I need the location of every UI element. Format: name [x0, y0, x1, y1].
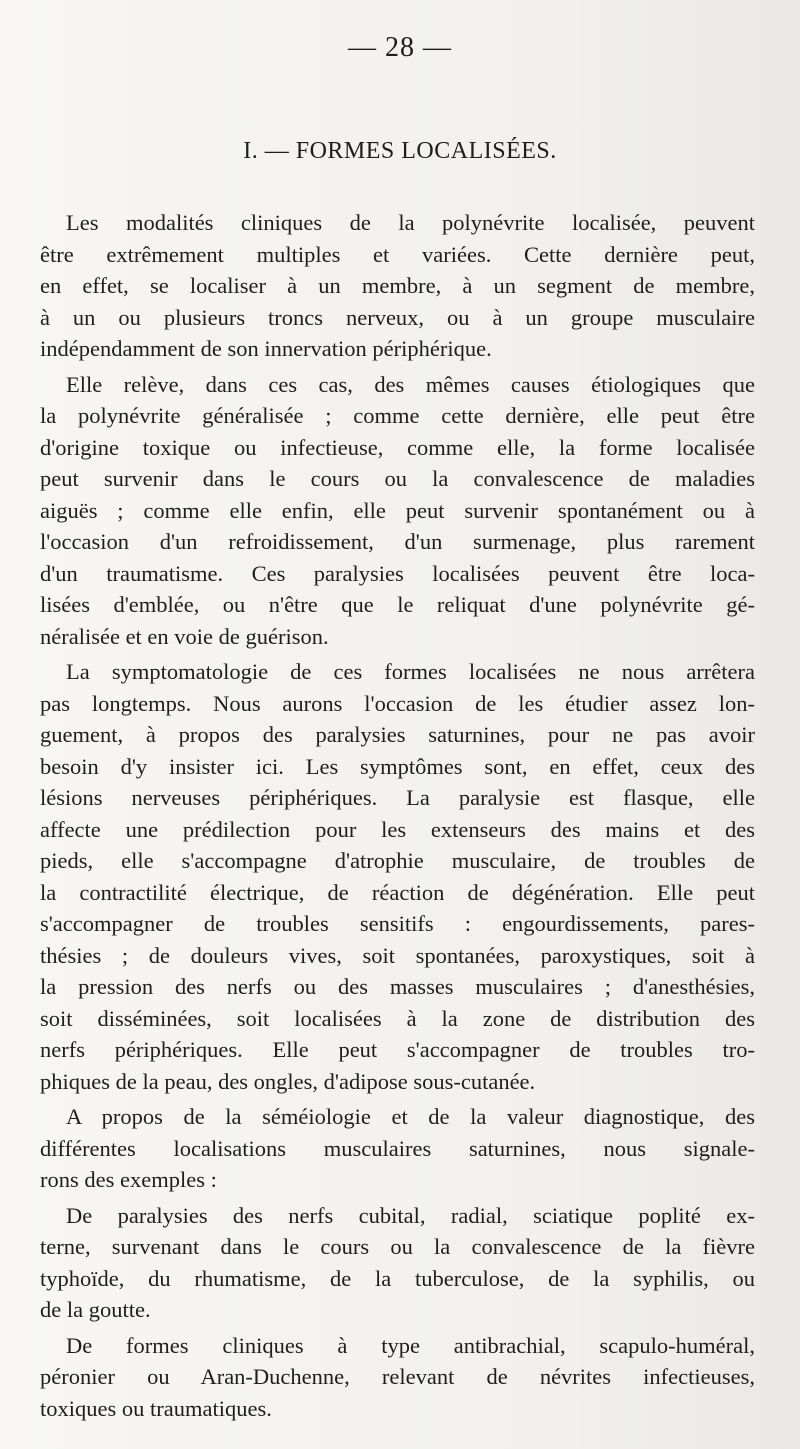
- text-line: s'accompagner de troubles sensitifs : engourdissements, pares-: [40, 911, 755, 936]
- text-line: Elle relève, dans ces cas, des mêmes causes étiologiques que: [66, 371, 755, 397]
- paragraph: [40, 207, 755, 365]
- text-line: en effet, se localiser à un membre, à un segment de membre,: [40, 273, 755, 298]
- paragraph: [40, 1200, 755, 1326]
- text-line: d'un traumatisme. Ces paralysies localisées peuvent être loca-: [40, 560, 755, 586]
- text-line: néralisée et en voie de guérison.: [40, 623, 329, 649]
- text-line: différentes localisations musculaires saturnines, nous signale-: [40, 1135, 755, 1161]
- paragraph: [40, 369, 755, 653]
- text-line: aiguës ; comme elle enfin, elle peut survenir spontanément ou à: [40, 497, 755, 523]
- text-line: typhoïde, du rhumatisme, de la tuberculose, de la syphilis, ou: [40, 1265, 755, 1291]
- text-line: être extrêmement multiples et variées. Cette dernière peut,: [40, 241, 755, 267]
- text-line: de la goutte.: [40, 1297, 151, 1322]
- text-line: toxiques ou traumatiques.: [40, 1395, 272, 1421]
- text-line: phiques de la peau, des ongles, d'adipose sous-cutanée.: [40, 1068, 536, 1094]
- page-number: — 28 —: [348, 32, 452, 63]
- text-line: thésies ; de douleurs vives, soit spontanées, paroxystiques, soit à: [40, 942, 755, 968]
- text-line: pieds, elle s'accompagne d'atrophie musculaire, de troubles de: [40, 848, 755, 873]
- text-line: à un ou plusieurs troncs nerveux, ou à un groupe musculaire: [40, 304, 755, 330]
- paragraph: [40, 1330, 755, 1425]
- text-line: la polynévrite généralisée ; comme cette dernière, elle peut être: [40, 403, 755, 428]
- text-line: terne, survenant dans le cours ou la convalescence de la fièvre: [40, 1234, 755, 1259]
- text-line: la contractilité électrique, de réaction de dégénération. Elle peut: [40, 879, 755, 905]
- text-line: lisées d'emblée, ou n'être que le reliquat d'une polynévrite gé-: [40, 592, 755, 617]
- text-line: peut survenir dans le cours ou la convalescence de maladies: [40, 466, 755, 491]
- text-line: d'origine toxique ou infectieuse, comme elle, la forme localisée: [40, 434, 755, 460]
- text-line: soit disséminées, soit localisées à la zone de distribution des: [40, 1005, 755, 1031]
- text-line: rons des exemples :: [40, 1167, 217, 1192]
- text-line: De paralysies des nerfs cubital, radial, sciatique poplité ex-: [66, 1202, 755, 1228]
- text-line: affecte une prédilection pour les extenseurs des mains et des: [40, 816, 755, 842]
- paragraph: [40, 1101, 755, 1196]
- text-line: guement, à propos des paralysies saturnines, pour ne pas avoir: [40, 722, 755, 747]
- text-line: indépendamment de son innervation périphérique.: [40, 336, 492, 361]
- body-text: [40, 207, 755, 1428]
- text-line: lésions nerveuses périphériques. La paralysie est flasque, elle: [40, 785, 755, 810]
- text-line: besoin d'y insister ici. Les symptômes sont, en effet, ceux des: [40, 753, 755, 779]
- text-line: A propos de la séméiologie et de la valeur diagnostique, des: [66, 1104, 755, 1129]
- text-line: péronier ou Aran-Duchenne, relevant de névrites infectieuses,: [40, 1364, 755, 1389]
- text-line: l'occasion d'un refroidissement, d'un surmenage, plus rarement: [40, 529, 755, 554]
- paragraph: [40, 656, 755, 1097]
- text-line: pas longtemps. Nous aurons l'occasion de les étudier assez lon-: [40, 690, 755, 716]
- text-line: nerfs périphériques. Elle peut s'accompagner de troubles tro-: [40, 1037, 755, 1062]
- text-line: De formes cliniques à type antibrachial, scapulo-huméral,: [66, 1332, 755, 1358]
- text-line: la pression des nerfs ou des masses musculaires ; d'anesthésies,: [40, 974, 755, 999]
- section-title: I. — FORMES LOCALISÉES.: [243, 138, 557, 164]
- text-line: La symptomatologie de ces formes localisées ne nous arrêtera: [66, 659, 755, 684]
- text-line: Les modalités cliniques de la polynévrite localisée, peuvent: [66, 210, 755, 235]
